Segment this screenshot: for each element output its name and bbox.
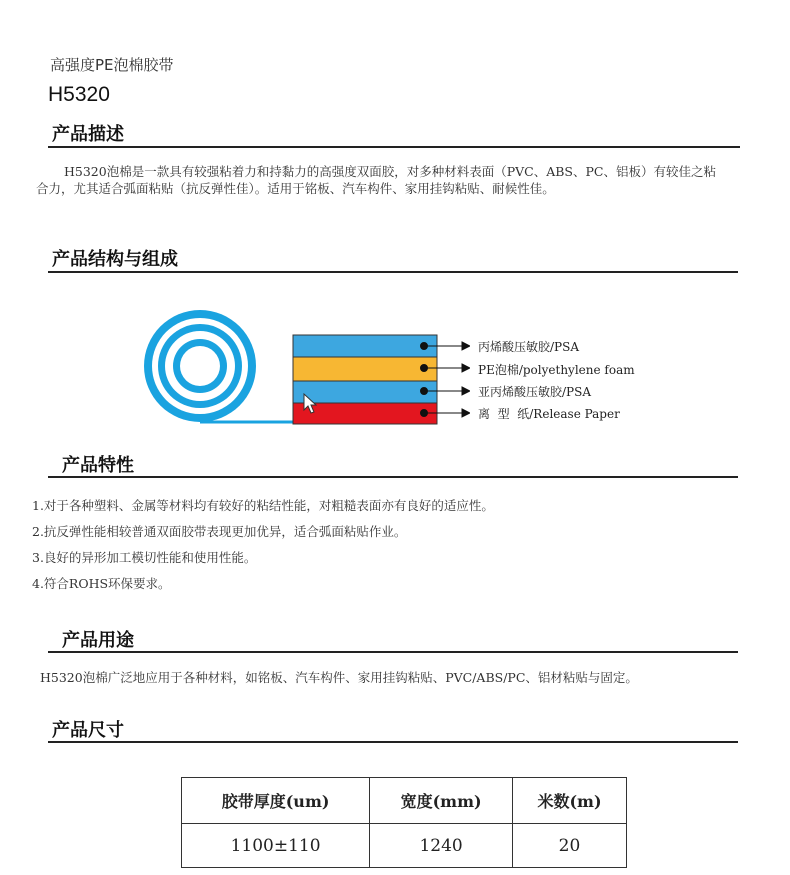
structure-title: 产品结构与组成	[52, 249, 178, 270]
size-title: 产品尺寸	[52, 720, 124, 741]
column-header-width: 宽度(mm)	[370, 778, 513, 824]
table-header-row	[182, 778, 627, 824]
description-title: 产品描述	[52, 124, 124, 145]
column-header-length: 米数(m)	[512, 778, 626, 824]
layer-label-pe-foam: PE泡棉/polyethylene foam	[478, 363, 635, 377]
feature-item: 4.符合ROHS环保要求。	[32, 576, 171, 591]
cell-length: 20	[512, 824, 626, 868]
tape-roll-icon	[144, 310, 294, 422]
tape-structure-diagram	[140, 310, 470, 435]
column-header-thickness: 胶带厚度(um)	[182, 778, 370, 824]
product-subtitle: 高强度PE泡棉胶带	[50, 56, 174, 74]
section-divider	[48, 146, 740, 148]
cell-thickness: 1100±110	[182, 824, 370, 868]
description-line-2: 合力，尤其适合弧面粘贴（抗反弹性佳）。适用于铭板、汽车构件、家用挂钩粘贴、耐候性佳。	[36, 181, 555, 196]
layer-label-psa-top: 丙烯酸压敏胶/PSA	[478, 340, 580, 354]
cell-width: 1240	[370, 824, 513, 868]
usage-text: H5320泡棉广泛地应用于各种材料，如铭板、汽车构件、家用挂钩粘贴、PVC/ABS/PC、铝材粘贴与固定。	[40, 670, 638, 685]
product-model: H5320	[48, 83, 110, 106]
features-title: 产品特性	[62, 455, 134, 476]
feature-item: 2.抗反弹性能相较普通双面胶带表现更加优异，适合弧面粘贴作业。	[32, 524, 407, 539]
section-divider	[48, 476, 738, 478]
psa-layer-top	[293, 335, 437, 357]
pe-foam-layer	[293, 357, 437, 381]
psa-layer-bottom	[293, 381, 437, 403]
size-table	[181, 777, 627, 868]
usage-title: 产品用途	[62, 630, 134, 651]
description-line-1: H5320泡棉是一款具有较强粘着力和持黏力的高强度双面胶，对多种材料表面（PVC、ABS、PC、铝板）有较佳之粘	[64, 164, 716, 179]
section-divider	[48, 741, 738, 743]
feature-item: 1.对于各种塑料、金属等材料均有较好的粘结性能，对粗糙表面亦有良好的适应性。	[32, 498, 494, 513]
feature-item: 3.良好的异形加工模切性能和使用性能。	[32, 550, 257, 565]
release-paper-layer	[293, 403, 437, 424]
section-divider	[48, 651, 738, 653]
layer-label-release-paper: 离 型 纸/Release Paper	[478, 407, 620, 421]
table-row	[182, 824, 627, 868]
section-divider	[48, 271, 738, 273]
layer-label-psa-bottom: 亚丙烯酸压敏胶/PSA	[478, 385, 592, 399]
